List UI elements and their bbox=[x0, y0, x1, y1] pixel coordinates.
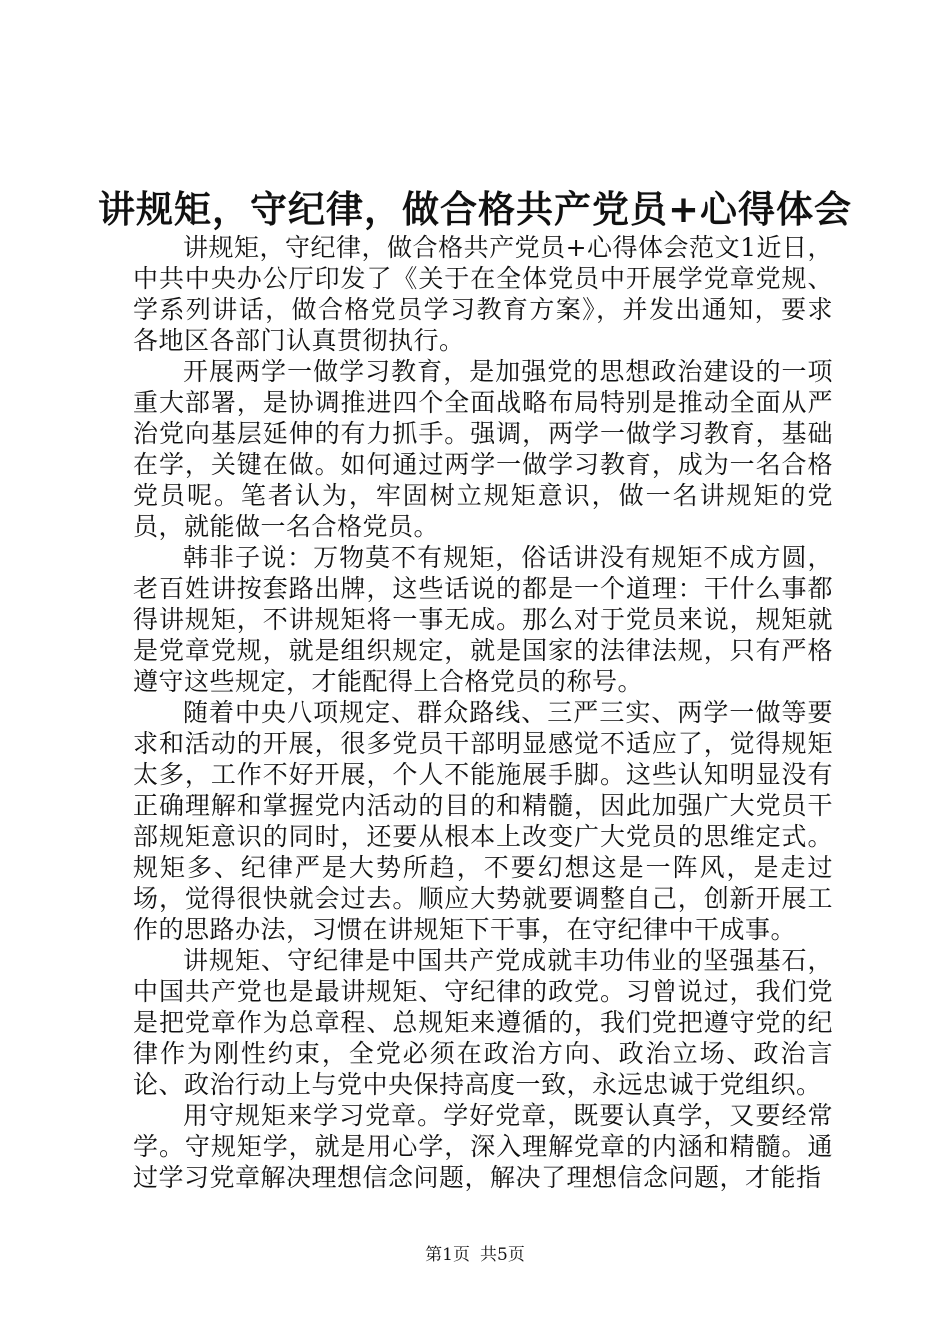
document-title: 讲规矩，守纪律，做合格共产党员+心得体会 bbox=[97, 188, 852, 231]
page-number: 第1页 bbox=[425, 1245, 470, 1265]
paragraph-1: 讲规矩，守纪律，做合格共产党员+心得体会范文1近日，中共中央办公厅印发了《关于在全体党员中开展学党章党规、学系列讲话，做合格党员学习教育方案》，并发出通知，要求各地区各部门认真贯彻执行。 bbox=[133, 233, 833, 355]
paragraph-2: 开展两学一做学习教育，是加强党的思想政治建设的一项重大部署，是协调推进四个全面战略布局特别是推动全面从严治党向基层延伸的有力抓手。强调，两学一做学习教育，基础在学，关键在做。如何通过两学一做学习教育，成为一名合格党员呢。笔者认为，牢固树立规矩意识，做一名讲规矩的党员，就能做一名合格党员。 bbox=[133, 357, 833, 541]
paragraph-4: 随着中央八项规定、群众路线、三严三实、两学一做等要求和活动的开展，很多党员干部明显感觉不适应了，觉得规矩太多，工作不好开展，个人不能施展手脚。这些认知明显没有正确理解和掌握党内活动的目的和精髓，因此加强广大党员干部规矩意识的同时，还要从根本上改变广大党员的思维定式。规矩多、纪律严是大势所趋，不要幻想这是一阵风，是走过场，觉得很快就会过去。顺应大势就要调整自己，创新开展工作的思路办法，习惯在讲规矩下干事，在守纪律中干成事。 bbox=[133, 698, 833, 944]
page-footer bbox=[0, 1243, 950, 1267]
paragraph-6: 用守规矩来学习党章。学好党章，既要认真学，又要经常学。守规矩学，就是用心学，深入理解党章的内涵和精髓。通过学习党章解决理想信念问题，解决了理想信念问题，才能指 bbox=[133, 1101, 833, 1192]
page-total: 共5页 bbox=[480, 1245, 525, 1265]
document-body bbox=[133, 232, 833, 1193]
paragraph-3: 韩非子说：万物莫不有规矩，俗话讲没有规矩不成方圆，老百姓讲按套路出牌，这些话说的都是一个道理：干什么事都得讲规矩，不讲规矩将一事无成。那么对于党员来说，规矩就是党章党规，就是组织规定，就是国家的法律法规，只有严格遵守这些规定，才能配得上合格党员的称号。 bbox=[133, 543, 833, 696]
paragraph-5: 讲规矩、守纪律是中国共产党成就丰功伟业的坚强基石，中国共产党也是最讲规矩、守纪律的政党。习曾说过，我们党是把党章作为总章程、总规矩来遵循的，我们党把遵守党的纪律作为刚性约束，全党必须在政治方向、政治立场、政治言论、政治行动上与党中央保持高度一致，永远忠诚于党组织。 bbox=[133, 946, 833, 1099]
